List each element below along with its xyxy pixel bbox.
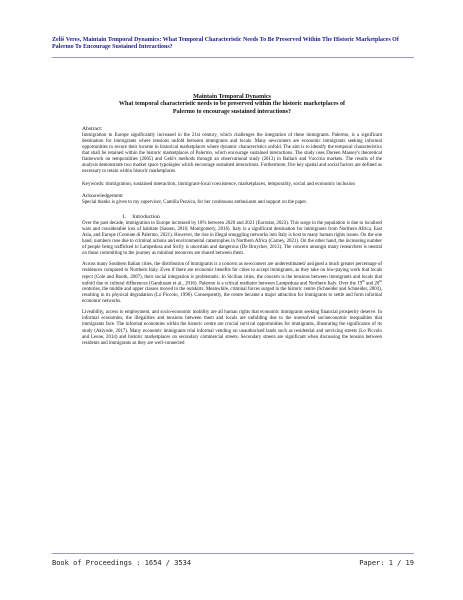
section-number: 1. xyxy=(122,214,127,221)
intro-paragraph-2 xyxy=(82,262,382,305)
section-title: Introduction xyxy=(132,214,160,221)
abstract-label: Abstract: xyxy=(82,125,103,132)
intro-paragraph-2-part-a: Across many Southern Italian cities, the distribution of immigrants is a concern as newcomers are underestimated/ assigned a much greater percentage of residences compared to Northern Italy. Even if there are economic benefits for cities to accept immigrants, as they take on low-paying work that locals reject (Cole and Booth, 2007), their social integration is problematic. In Sicilian cities, the concern is the tensions between immigrants and locals that unfold due to cultural differences (Gandusant et al., 2016). Palermo is a critical mediator between Lampedusa and Northern Italy. Over the 19 xyxy=(82,262,382,287)
acknowledgement-label: Acknowledgement xyxy=(82,193,123,200)
title-main: Maintain Temporal Dynamics xyxy=(193,94,271,100)
superscript-th: th xyxy=(362,278,365,283)
paper-body xyxy=(82,94,382,347)
keywords: Keywords: immigration, sustained interaction, immigrant-local coexistence, marketplaces, temporality, social and economic inclusion xyxy=(82,181,355,188)
footer-divider xyxy=(52,553,414,554)
running-head: Zeliš Veres, Maintain Temporal Dynamics: What Temporal Characteristic Needs To Be Preserved Within The Historic Marketplaces Of Palermo To Encourage Sustained Interactions? xyxy=(52,37,399,51)
intro-paragraph-2-part-c: centuries, the middle and upper classes moved to the outskirts. Meanwhile, criminal forces surged in the historic centre (Schneider and Schneider, 2003), resulting in its physical degradation (Lo Piccolo, 1996). Consequently, the centre became a major attraction for immigrants to settle and form informal economic networks. xyxy=(82,287,382,305)
book-of-proceedings-page: Book of Proceedings : 1654 / 3534 xyxy=(52,559,192,567)
abstract-text xyxy=(82,133,382,175)
intro-paragraph-3: Liveability, access to employment, and socio-economic mobility are all human rights that economic immigrants seeking financial prosperity deserve. In informal economies, the illegalities and tensions between them and locals are unfolding due to the unresolved socioeconomic inequalities that immigrants face. The informal economies within the historic centre are crucial survival opportunities for immigrants, illustrating the significance of its study (Akiyode, 2017). Many economic immigrants trial informal vending on unauthorised lands such as residential and servicing streets (Lo Piccolo and Leone, 2014) and historic marketplaces on secondary commercial streets. Secondary streets are significant when discussing the tension between residents and immigrants as they are well-connected xyxy=(82,310,382,346)
paper-page-number: Paper: 1 / 19 xyxy=(359,559,414,567)
title-subtitle-line2: Palermo to encourage sustained interactions? xyxy=(172,108,292,115)
acknowledgement-text: Special thanks is given to my supervisor, Camilla Pezzica, for her continuous enthusiasm and support on the paper. xyxy=(82,200,307,206)
title-subtitle-line1: What temporal characteristic needs to be preserved within the historic marketplaces of xyxy=(118,101,346,108)
paper-title xyxy=(82,94,382,116)
intro-paragraph-2-part-b: and 20 xyxy=(364,281,380,287)
intro-paragraph-1: Over the past decade, immigration to Europe increased by 18% between 2020 and 2021 (Eurostat, 2023). This surge in the population is due to localised wars and considerable loss of habitats (Sassen, 2016; Montgomery, 2016). Italy is a significant destination for immigrants from Northern Africa, East Asia, and Europe (Comune di Palermo, 2021). However, the rise in illegal smuggling networks into Italy is host to many human rights issues. On the one hand, numbers rose due to criminal actions and environmental catastrophes in Northern Africa (Carney, 2021). On the other hand, the increasing number of people being trafficked to Lampedusa and Sicily is uncertain and dangerous (De Bruycker, 2013). The concern amongst many researchers is neutral on those committing to the journey as minimal resources are shared between them. xyxy=(82,221,382,257)
introduction-body xyxy=(82,221,382,347)
header-divider xyxy=(52,57,414,58)
superscript-th: th xyxy=(379,278,383,283)
section-heading-introduction xyxy=(122,214,382,221)
abstract-paragraph: Immigration to Europe significantly increased in the 21st century, which challenges the integration of these immigrants. Palermo, is a significant destination for immigrants where tensions unfold between immigrants and locals. Many newcomers are economic immigrants seeking informal opportunities to secure their income in historical marketplaces where dynamic characteristics unfold. The aim is to identify the temporal characteristics that shall be retained within the historic marketplaces of Palermo, which encourage sustained interactions. The study uses Doreen Massey's theoretical framework on temporalities (2005) and Gehl's methods through an observational study (2013) in Ballarò and Vucciria markets. The results of the analysis demonstrate two market space typologies which encourage sustained interactions. Furthermore, five key spatial and social factors are defined as necessary to retain within historic marketplaces. xyxy=(82,132,382,175)
